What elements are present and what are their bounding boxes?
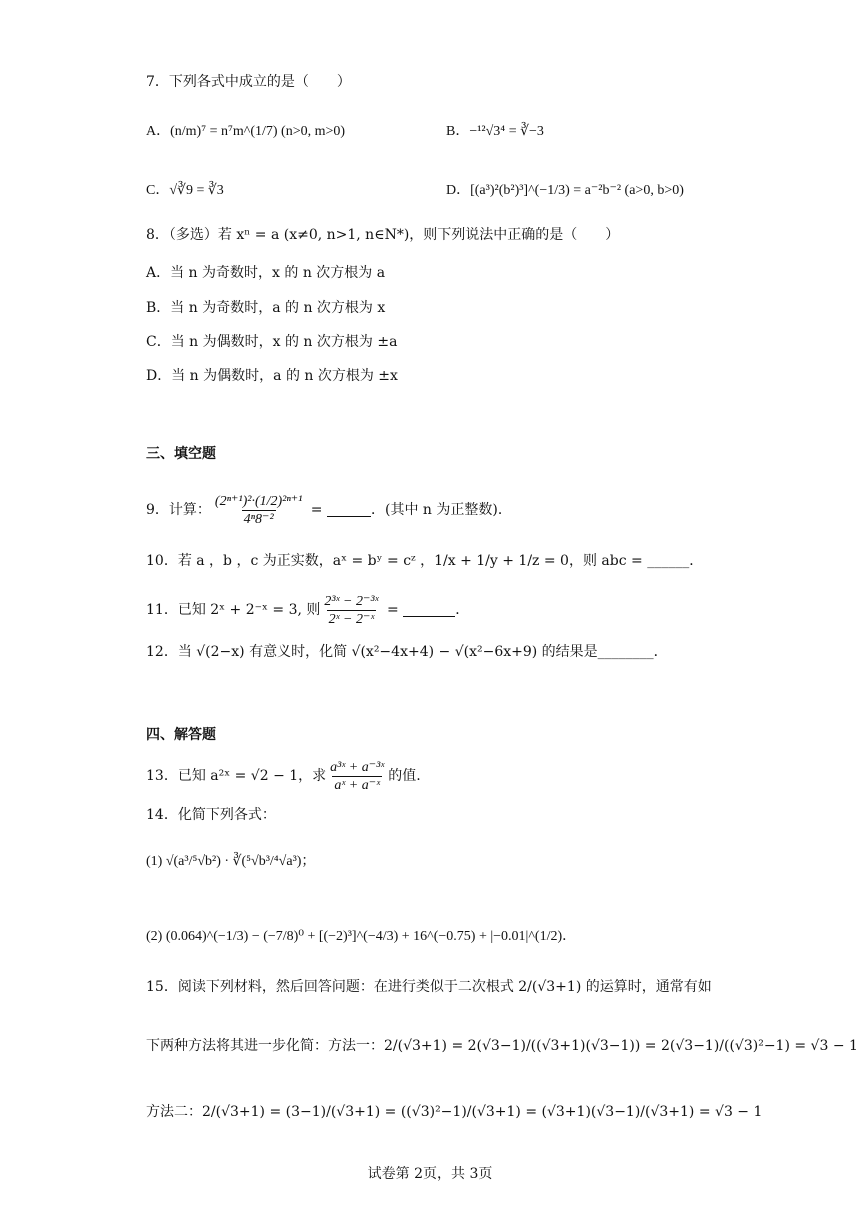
q13-line (146, 756, 421, 796)
q7-option-a: A．(n/m)⁷ = n⁷m^(1/7) (n>0, m>0) (146, 124, 346, 139)
q13-tail: 的值. (388, 768, 421, 784)
page-footer: 试卷第 2页，共 3页 (367, 1166, 493, 1182)
q11-tail: ． (455, 602, 470, 618)
q14-stem: 14．化简下列各式： (146, 807, 276, 823)
q9-tail: ．(其中 n 为正整数)． (371, 502, 512, 518)
q8-stem: 8．（多选）若 xⁿ = a (x≠0, n>1, n∈N*)，则下列说法中正确的是（ ） (146, 227, 620, 243)
q13-denominator: aˣ + a⁻ˣ (334, 777, 381, 793)
q13-numerator: a³ˣ + a⁻³ˣ (330, 759, 385, 775)
q9-line: 9．计算： $\frac{\text{(2ⁿ⁺¹)²·(1/2)²ⁿ⁺¹}}{\text{4ⁿ8⁻²}}$ = ．(其中 n 为正整数)． (146, 493, 512, 527)
q9-label: 9．计算： (146, 502, 211, 518)
q15-line-3: 方法二：2/(√3+1) = (3−1)/(√3+1) = ((√3)²−1)/(√3+1) = (√3+1)(√3−1)/(√3+1) = √3 − 1 (146, 1104, 763, 1120)
q11-line: 11．已知 2ˣ + 2⁻ˣ = 3, 则 $\frac{\text{2³ˣ − 2⁻³ˣ}}{\text{2ˣ − 2⁻ˣ}}$ = ． (146, 593, 470, 627)
q8-option-d: D．当 n 为偶数时，a 的 n 次方根为 ±x (146, 368, 398, 384)
q13-label: 13．已知 a²ˣ = √2 − 1，求 (146, 768, 327, 784)
q13-fraction (328, 759, 386, 794)
q9-numerator: (2ⁿ⁺¹)²·(1/2)²ⁿ⁺¹ (214, 493, 303, 509)
q8-option-c: C．当 n 为偶数时，x 的 n 次方根为 ±a (146, 334, 398, 350)
q15-line-1: 15．阅读下列材料，然后回答问题：在进行类似于二次根式 2/(√3+1) 的运算时，通常有如 (146, 979, 712, 995)
q11-denominator: 2ˣ − 2⁻ˣ (328, 611, 375, 627)
q9-answer-blank[interactable] (327, 504, 371, 517)
q11-answer-blank[interactable] (403, 604, 455, 617)
q7-option-d: D．[(a³)²(b²)³]^(−1/3) = a⁻²b⁻² (a>0, b>0) (446, 183, 684, 198)
q8-option-a: A．当 n 为奇数时，x 的 n 次方根为 a (146, 265, 386, 281)
section-4-heading: 四、解答题 (146, 727, 216, 743)
q7-option-b: B．−¹²√3⁴ = ∛−3 (446, 124, 544, 139)
q9-denominator: 4ⁿ8⁻² (243, 511, 274, 527)
section-3-heading: 三、填空题 (146, 446, 216, 462)
q11-label: 11．已知 2ˣ + 2⁻ˣ = 3, 则 (146, 602, 321, 618)
q10-line: 10．若 a ，b ，c 为正实数，aˣ = bʸ = cᶻ ，1/x + 1/y + 1/z = 0，则 abc = ______． (146, 553, 704, 569)
q7-option-c: C．√∛9 = ∛3 (146, 183, 224, 198)
q11-numerator: 2³ˣ − 2⁻³ˣ (324, 593, 379, 609)
q7-stem: 7．下列各式中成立的是（ ） (146, 74, 351, 90)
q12-line: 12．当 √(2−x) 有意义时，化简 √(x²−4x+4) − √(x²−6x+9) 的结果是________． (146, 644, 668, 660)
q15-line-2: 下两种方法将其进一步化简：方法一：2/(√3+1) = 2(√3−1)/((√3+1)(√3−1)) = 2(√3−1)/((√3)²−1) = √3 − 1 (146, 1038, 858, 1054)
q14-part-2: (2) (0.064)^(−1/3) − (−7/8)⁰ + [(−2)³]^(−4/3) + 16^(−0.75) + |−0.01|^(1/2)． (146, 929, 577, 944)
q8-option-b: B．当 n 为奇数时，a 的 n 次方根为 x (146, 300, 386, 316)
q14-part-1: (1) √(a³/⁵√b²) · ∛(⁵√b³/⁴√a³)； (146, 854, 316, 869)
q9-fraction (213, 493, 304, 528)
q11-fraction (322, 593, 380, 628)
